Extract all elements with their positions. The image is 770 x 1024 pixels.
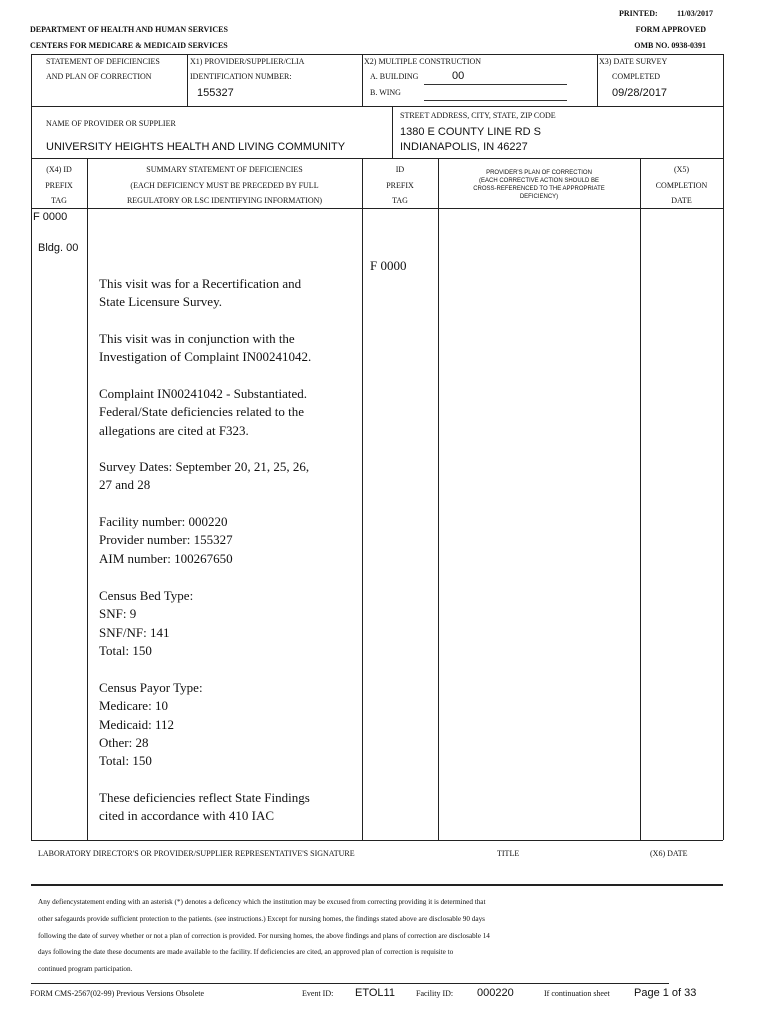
department-heading: DEPARTMENT OF HEALTH AND HUMAN SERVICES bbox=[30, 25, 228, 34]
printed-date: 11/03/2017 bbox=[677, 9, 714, 18]
event-id-label: Event ID: bbox=[302, 989, 334, 998]
wing-label: B. WING bbox=[370, 88, 401, 97]
summary-head-2: (EACH DEFICIENCY MUST BE PRECEDED BY FULL bbox=[130, 181, 319, 190]
facility-id-label: Facility ID: bbox=[416, 989, 454, 998]
notice-line: continued program participation. bbox=[38, 965, 133, 974]
paragraph-visit-type: This visit was for a Recertification and State Licensure Survey. bbox=[99, 276, 302, 310]
id-head-3: TAG bbox=[392, 196, 408, 205]
x1-label-2: IDENTIFICATION NUMBER: bbox=[190, 72, 292, 81]
address-line-1: 1380 E COUNTY LINE RD S bbox=[400, 126, 542, 138]
centers-heading: CENTERS FOR MEDICARE & MEDICAID SERVICES bbox=[30, 41, 228, 50]
provider-name-value: UNIVERSITY HEIGHTS HEALTH AND LIVING COMMUNITY bbox=[46, 141, 346, 153]
notice-line: Any defiencystatement ending with an asterisk (*) denotes a deficency which the institution may be excused from correcting providing it is determined that bbox=[38, 898, 486, 906]
id-head-2: PREFIX bbox=[386, 181, 414, 190]
paragraph-state-findings: These deficiencies reflect State Findings cited in accordance with 410 IAC bbox=[99, 790, 310, 824]
statement-label-1: STATEMENT OF DEFICIENCIES bbox=[46, 57, 160, 66]
page-number: Page 1 of 33 bbox=[634, 987, 697, 999]
x2-label: X2) MULTIPLE CONSTRUCTION bbox=[364, 57, 482, 66]
provider-id-value: 155327 bbox=[197, 87, 234, 99]
event-id-value: ETOL11 bbox=[355, 987, 395, 999]
plan-head-4: DEFICIENCY) bbox=[519, 194, 559, 200]
x1-label-1: X1) PROVIDER/SUPPLIER/CLIA bbox=[190, 57, 305, 66]
x3-label-2: COMPLETED bbox=[612, 72, 660, 81]
building-label: A. BUILDING bbox=[370, 72, 419, 81]
statement-label-2: AND PLAN OF CORRECTION bbox=[46, 72, 152, 81]
plan-head-1: PROVIDER'S PLAN OF CORRECTION bbox=[486, 170, 592, 176]
plan-head-2: (EACH CORRECTIVE ACTION SHOULD BE bbox=[478, 178, 600, 184]
printed-label: PRINTED: bbox=[619, 9, 658, 18]
notice-line: other safegaurds provide sufficient protection to the patients. (see instructions.) Except for nursing homes, the findings stated above are disclosable 90 days bbox=[38, 914, 485, 923]
summary-head-3: REGULATORY OR LSC IDENTIFYING INFORMATION) bbox=[126, 196, 323, 205]
continuation-label: If continuation sheet bbox=[544, 989, 610, 998]
building-value: 00 bbox=[452, 70, 465, 82]
id-head-1: ID bbox=[395, 165, 405, 174]
provider-name-label: NAME OF PROVIDER OR SUPPLIER bbox=[46, 119, 176, 128]
disclosure-notice bbox=[38, 894, 718, 978]
paragraph-census-payor-type: Census Payor Type: Medicare: 10 Medicaid: 112 Other: 28 Total: 150 bbox=[99, 680, 203, 769]
title-label: TITLE bbox=[497, 849, 520, 858]
right-prefix-tag: F 0000 bbox=[370, 258, 407, 273]
survey-completed-date: 09/28/2017 bbox=[612, 87, 668, 99]
x4-head-2: PREFIX bbox=[45, 181, 73, 190]
x5-head-2: COMPLETION bbox=[655, 181, 708, 190]
facility-id-value: 000220 bbox=[477, 987, 514, 999]
x4-head-1: (X4) ID bbox=[46, 165, 72, 174]
paragraph-survey-dates: Survey Dates: September 20, 21, 25, 26, 27 and 28 bbox=[99, 459, 310, 493]
address-label: STREET ADDRESS, CITY, STATE, ZIP CODE bbox=[400, 111, 556, 120]
paragraph-complaint-substantiated: Complaint IN00241042 - Substantiated. Federal/State deficiencies related to the allegations are cited at F323. bbox=[99, 386, 307, 438]
x5-head-1: (X5) bbox=[673, 165, 690, 174]
omb-number: OMB NO. 0938-0391 bbox=[634, 41, 706, 50]
paragraph-facility-numbers: Facility number: 000220 Provider number: 155327 AIM number: 100267650 bbox=[99, 514, 233, 566]
director-signature-label: LABORATORY DIRECTOR'S OR PROVIDER/SUPPLIER REPRESENTATIVE'S SIGNATURE bbox=[38, 849, 355, 858]
summary-head-1: SUMMARY STATEMENT OF DEFICIENCIES bbox=[146, 165, 303, 174]
x4-head-3: TAG bbox=[51, 196, 67, 205]
paragraph-complaint-investigation: This visit was in conjunction with the Investigation of Complaint IN00241042. bbox=[99, 331, 312, 365]
form-approved: FORM APPROVED bbox=[635, 25, 706, 34]
signature-date-label: (X6) DATE bbox=[650, 849, 688, 858]
left-prefix-tag: F 0000 bbox=[33, 211, 68, 223]
x3-label-1: X3) DATE SURVEY bbox=[599, 57, 668, 66]
notice-line: following the date of survey whether or not a plan of correction is provided. For nursing homes, the above findings and plans of correction are disclosable 14 bbox=[38, 931, 490, 940]
form-number: FORM CMS-2567(02-99) Previous Versions Obsolete bbox=[30, 989, 205, 998]
x5-head-3: DATE bbox=[671, 196, 692, 205]
plan-head-3: CROSS-REFERENCED TO THE APPROPRIATE bbox=[473, 186, 605, 192]
address-line-2: INDIANAPOLIS, IN 46227 bbox=[400, 141, 528, 153]
building-number: Bldg. 00 bbox=[38, 242, 79, 254]
paragraph-census-bed-type: Census Bed Type: SNF: 9 SNF/NF: 141 Total: 150 bbox=[99, 588, 194, 658]
notice-line: days following the date these documents are made available to the facility. If deficiencies are cited, an approved plan of correction is requisite to bbox=[38, 948, 454, 957]
